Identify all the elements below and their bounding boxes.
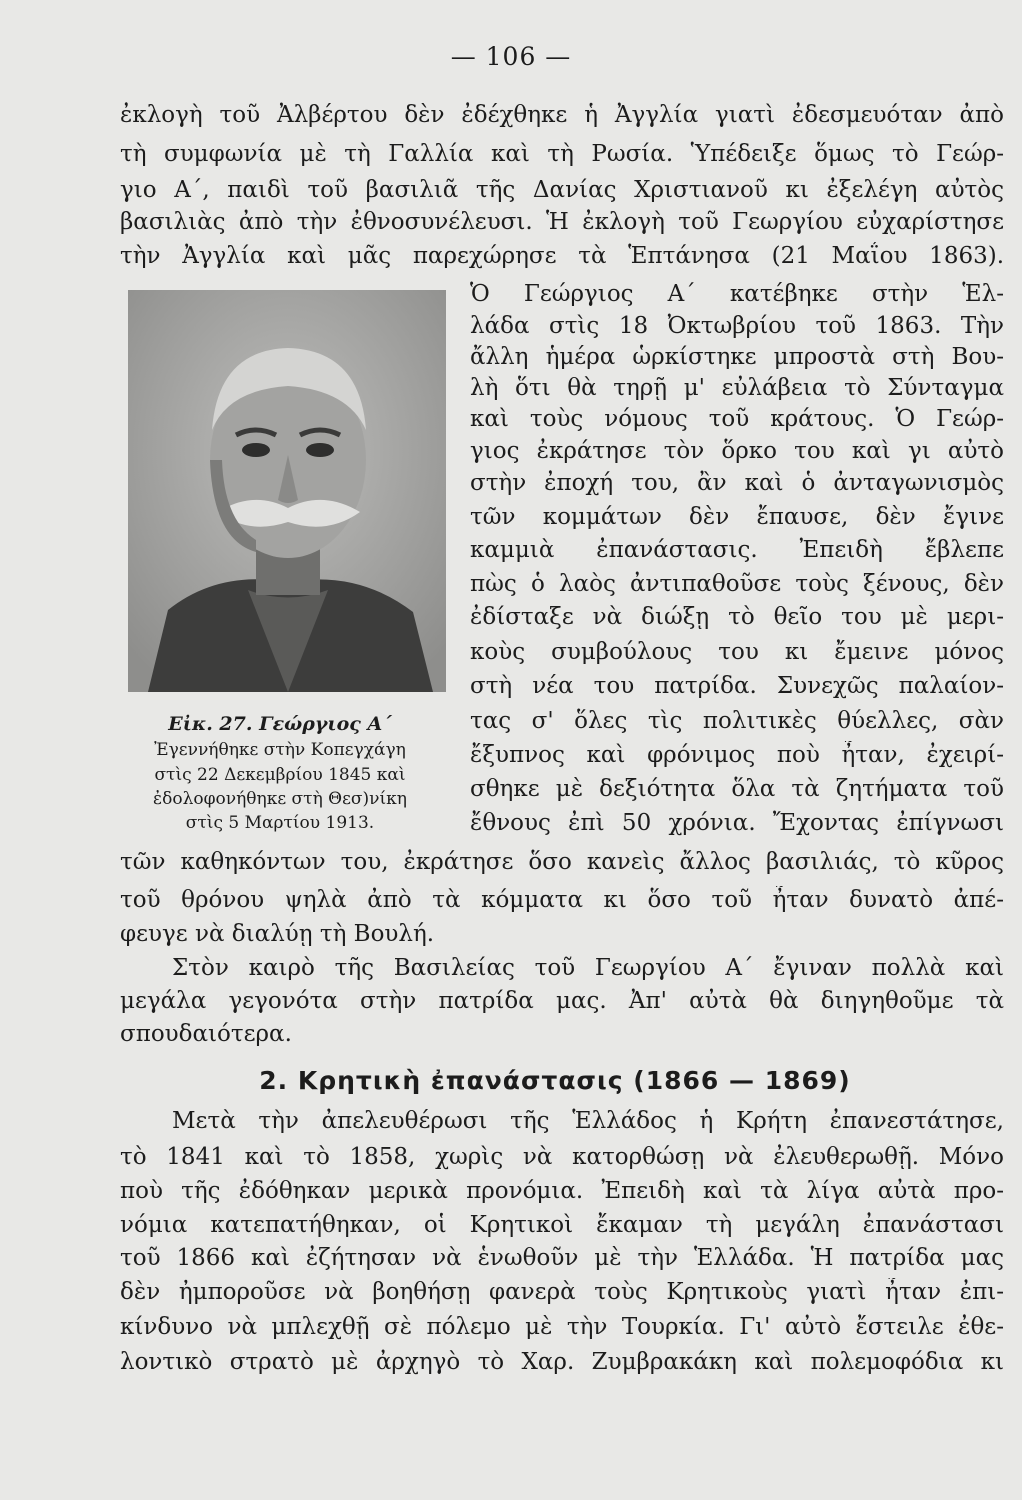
text-line: δὲν ἠμποροῦσε νὰ βοηθήσῃ φανερὰ τοὺς Κρητικοὺς γιατὶ ἦταν ἐπι- [120, 1279, 1004, 1305]
text-line: τῶν καθηκόντων του, ἐκράτησε ὅσο κανεὶς ἄλλος βασιλιάς, τὸ κῦρος [120, 849, 1004, 875]
portrait-illustration [128, 290, 446, 692]
text-line: στὴν ἐποχή του, ἂν καὶ ὁ ἀνταγωνισμὸς [470, 470, 1004, 496]
portrait-image [128, 290, 446, 692]
text-line: καὶ τοὺς νόμους τοῦ κράτους. Ὁ Γεώρ- [470, 406, 1004, 432]
figure-caption-line: στὶς 5 Μαρτίου 1913. [185, 813, 375, 833]
text-line: Μετὰ τὴν ἀπελευθέρωσι τῆς Ἑλλάδος ἡ Κρήτη ἐπανεστάτησε, [172, 1108, 1004, 1134]
figure-caption-line: στὶς 22 Δεκεμβρίου 1845 καὶ [154, 765, 406, 785]
text-line: γιος ἐκράτησε τὸν ὅρκο του καὶ γι αὐτὸ [470, 438, 1004, 464]
text-line: ποὺ τῆς ἐδόθηκαν μερικὰ προνόμια. Ἐπειδὴ καὶ τὰ λίγα αὐτὰ προ- [120, 1178, 1004, 1204]
page-number: — 106 — [450, 42, 572, 71]
text-line: στὴ νέα του πατρίδα. Συνεχῶς παλαίον- [470, 673, 1004, 699]
text-line: φευγε νὰ διαλύῃ τὴ Βουλή. [120, 921, 435, 947]
text-line: καμμιὰ ἐπανάστασις. Ἐπειδὴ ἔβλεπε [470, 537, 1004, 563]
text-line: κοὺς συμβούλους του κι ἔμεινε μόνος [470, 639, 1004, 665]
text-line: ἔθνους ἐπὶ 50 χρόνια. Ἔχοντας ἐπίγνωσι [470, 810, 1004, 836]
section-heading: 2. Κρητικὴ ἐπανάστασις (1866 — 1869) [259, 1066, 851, 1095]
text-line: τοῦ θρόνου ψηλὰ ἀπὸ τὰ κόμματα κι ὅσο τοῦ ἦταν δυνατὸ ἀπέ- [120, 887, 1004, 913]
figure-caption-line: Ἐγεννήθηκε στὴν Κοπεγχάγη [154, 740, 406, 760]
text-line: σθηκε μὲ δεξιότητα ὅλα τὰ ζητήματα τοῦ [470, 776, 1004, 802]
text-line: ἐδίσταξε νὰ διώξῃ τὸ θεῖο του μὲ μερι- [470, 604, 1004, 630]
text-line: τὸ 1841 καὶ τὸ 1858, χωρὶς νὰ κατορθώσῃ νὰ ἐλευθερωθῇ. Μόνο [120, 1144, 1004, 1170]
text-line: λοντικὸ στρατὸ μὲ ἀρχηγὸ τὸ Χαρ. Ζυμβρακάκη καὶ πολεμοφόδια κι [120, 1349, 1004, 1375]
text-line: σπουδαιότερα. [120, 1021, 292, 1047]
text-line: γιο Α΄, παιδὶ τοῦ βασιλιᾶ τῆς Δανίας Χριστιανοῦ κι ἐξελέγη αὐτὸς [120, 177, 1004, 203]
text-line: τῶν κομμάτων δὲν ἔπαυσε, δὲν ἔγινε [470, 504, 1004, 530]
text-line: νόμια κατεπατήθηκαν, οἱ Κρητικοὶ ἔκαμαν τὴ μεγάλη ἐπανάστασι [120, 1212, 1004, 1238]
text-line: πὼς ὁ λαὸς ἀντιπαθοῦσε τοὺς ξένους, δὲν [470, 571, 1004, 597]
text-line: ἄλλη ἡμέρα ὡρκίστηκε μπροστὰ στὴ Βου- [470, 344, 1004, 370]
text-line: τας σ' ὅλες τὶς πολιτικὲς θύελλες, σὰν [470, 708, 1004, 734]
text-line: βασιλιὰς ἀπὸ τὴν ἐθνοσυνέλευσι. Ἡ ἐκλογὴ τοῦ Γεωργίου εὐχαρίστησε [120, 209, 1004, 235]
text-line: Στὸν καιρὸ τῆς Βασιλείας τοῦ Γεωργίου Α΄ ἔγιναν πολλὰ καὶ [172, 955, 1004, 981]
figure-title: Εἰκ. 27. Γεώργιος Α΄ [168, 713, 392, 735]
text-line: κίνδυνο νὰ μπλεχθῇ σὲ πόλεμο μὲ τὴν Τουρκία. Γι' αὐτὸ ἔστειλε ἐθε- [120, 1314, 1004, 1340]
text-line: λάδα στὶς 18 Ὀκτωβρίου τοῦ 1863. Τὴν [470, 313, 1004, 339]
text-line: τοῦ 1866 καὶ ἐζήτησαν νὰ ἑνωθοῦν μὲ τὴν Ἑλλάδα. Ἡ πατρίδα μας [120, 1245, 1004, 1271]
figure-caption-line: ἐδολοφονήθηκε στὴ Θεσ)νίκη [153, 789, 407, 809]
text-line: λὴ ὅτι θὰ τηρῇ μ' εὐλάβεια τὸ Σύνταγμα [470, 375, 1004, 401]
text-line: τὴν Ἀγγλία καὶ μᾶς παρεχώρησε τὰ Ἑπτάνησα (21 Μαΐου 1863). [120, 243, 1004, 269]
text-line: ἔξυπνος καὶ φρόνιμος ποὺ ἦταν, ἐχειρί- [470, 742, 1004, 768]
text-line: ἐκλογὴ τοῦ Ἀλβέρτου δὲν ἐδέχθηκε ἡ Ἀγγλία γιατὶ ἐδεσμευόταν ἀπὸ [120, 102, 1004, 128]
text-line: τὴ συμφωνία μὲ τὴ Γαλλία καὶ τὴ Ρωσία. Ὑπέδειξε ὅμως τὸ Γεώρ- [120, 141, 1004, 167]
text-line: μεγάλα γεγονότα στὴν πατρίδα μας. Ἀπ' αὐτὰ θὰ διηγηθοῦμε τὰ [120, 988, 1004, 1014]
text-line: Ὁ Γεώργιος Α΄ κατέβηκε στὴν Ἑλ- [470, 281, 1004, 307]
